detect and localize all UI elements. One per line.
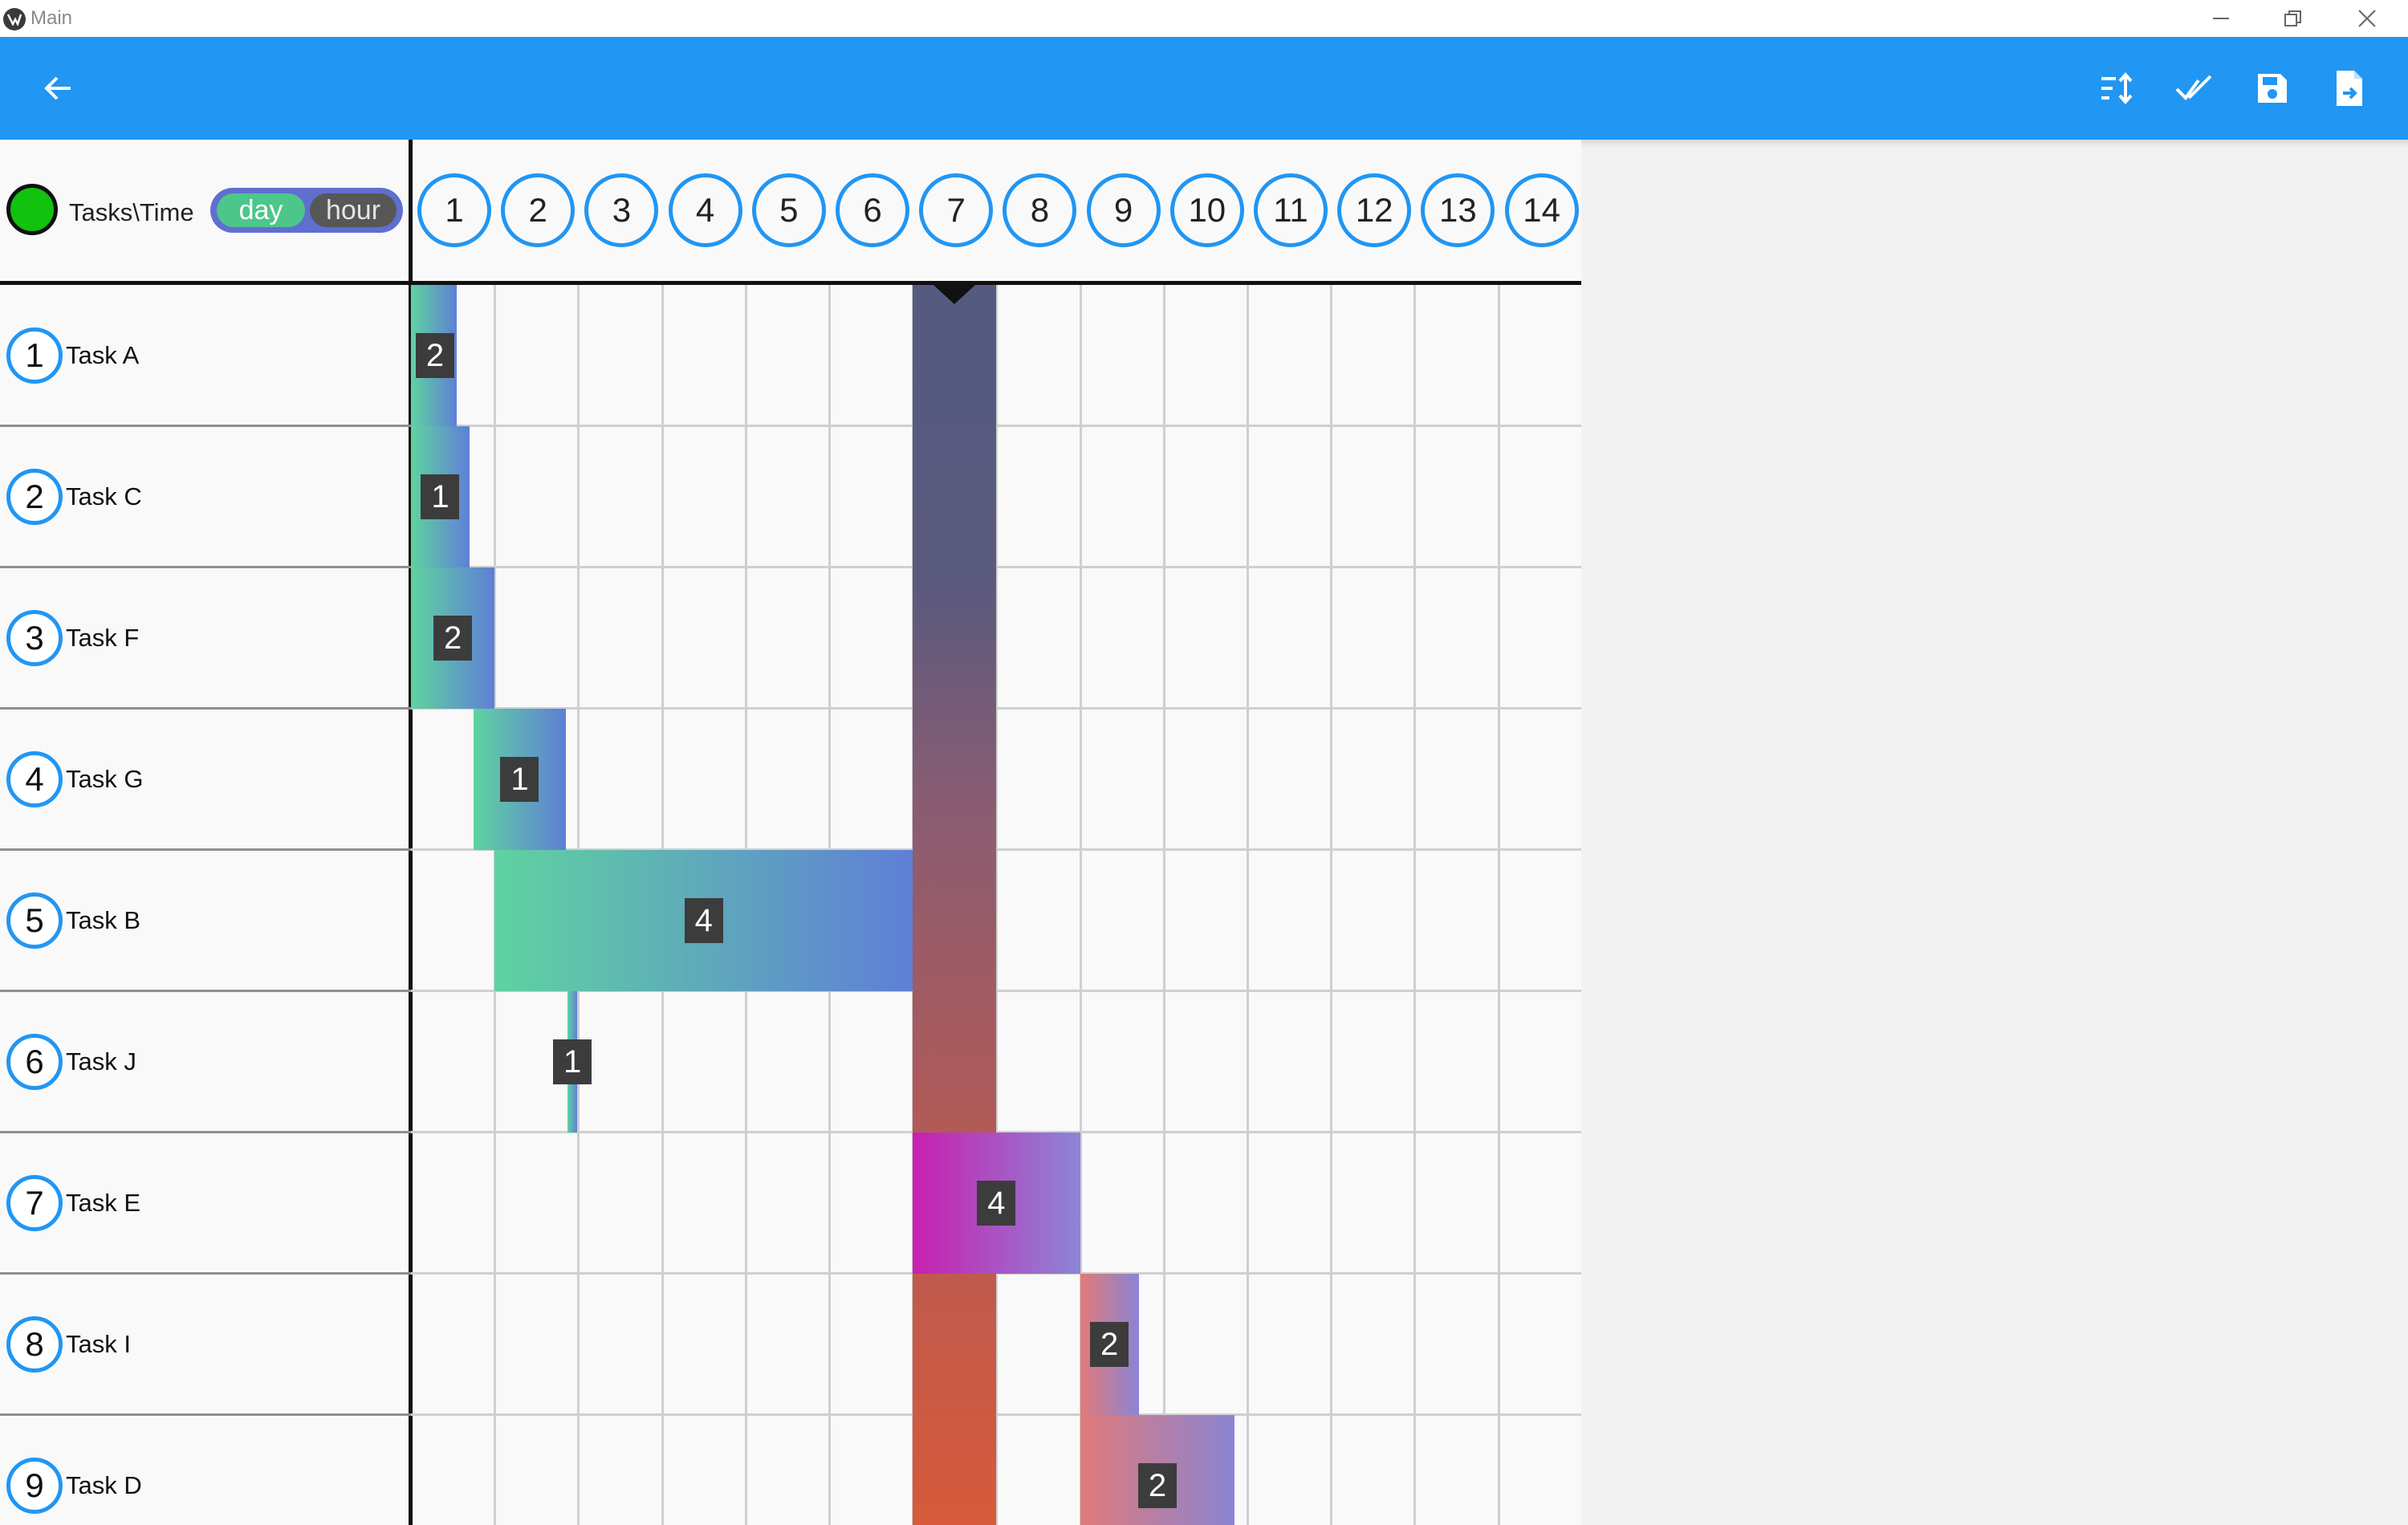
- status-indicator: [6, 184, 58, 235]
- grid-column-line: [1498, 285, 1500, 1525]
- task-name[interactable]: Task C: [66, 482, 142, 510]
- day-header-2[interactable]: 2: [501, 173, 575, 247]
- day-header-12[interactable]: 12: [1337, 173, 1411, 247]
- arrow-left-icon: [40, 71, 75, 106]
- task-name[interactable]: Task A: [66, 341, 140, 369]
- day-header-5[interactable]: 5: [752, 173, 826, 247]
- save-button[interactable]: [2245, 61, 2300, 116]
- task-number-badge[interactable]: 2: [6, 469, 63, 525]
- gantt-chart: [0, 140, 1581, 1525]
- task-number-badge[interactable]: 7: [6, 1175, 63, 1231]
- task-row-divider: [0, 707, 411, 710]
- window-title: Main: [31, 7, 73, 29]
- day-header-1[interactable]: 1: [417, 173, 491, 247]
- side-panel: [1581, 140, 2408, 1525]
- task-name[interactable]: Task J: [66, 1047, 136, 1076]
- day-header-4[interactable]: 4: [669, 173, 742, 247]
- today-marker-icon: [934, 285, 975, 304]
- task-number-badge[interactable]: 9: [6, 1458, 63, 1514]
- task-bar-label: 2: [433, 616, 472, 661]
- close-icon[interactable]: [2339, 0, 2395, 37]
- task-row-divider: [0, 1272, 411, 1275]
- grid-column-line: [1330, 285, 1332, 1525]
- task-number-badge[interactable]: 6: [6, 1034, 63, 1090]
- task-row-divider: [0, 848, 411, 851]
- grid-column-line: [1413, 285, 1416, 1525]
- sort-button[interactable]: [2090, 61, 2145, 116]
- task-row-divider: [0, 425, 411, 427]
- day-header-3[interactable]: 3: [584, 173, 658, 247]
- task-number-badge[interactable]: 4: [6, 751, 63, 807]
- task-name[interactable]: Task D: [66, 1471, 142, 1499]
- task-name[interactable]: Task G: [66, 765, 144, 793]
- app-bar: [0, 37, 2408, 140]
- task-bar-label: 1: [500, 757, 539, 802]
- window-titlebar: [0, 0, 2408, 37]
- time-unit-toggle[interactable]: [210, 188, 403, 233]
- task-number-badge[interactable]: 8: [6, 1316, 63, 1372]
- task-number-badge[interactable]: 5: [6, 893, 63, 949]
- side-panel-shadow: [1580, 140, 2408, 148]
- task-number-badge[interactable]: 3: [6, 610, 63, 666]
- sort-icon: [2098, 69, 2137, 108]
- task-bar-label: 4: [977, 1181, 1015, 1226]
- tasks-time-label: Tasks\Time: [69, 198, 194, 226]
- minimize-icon[interactable]: [2193, 0, 2249, 37]
- task-bar-label: 2: [1138, 1463, 1177, 1508]
- task-row-divider: [0, 990, 411, 992]
- day-header-8[interactable]: 8: [1003, 173, 1076, 247]
- day-header-14[interactable]: 14: [1505, 173, 1579, 247]
- task-bar-label: 1: [553, 1039, 592, 1084]
- day-header-11[interactable]: 11: [1254, 173, 1328, 247]
- task-row-divider: [0, 1413, 411, 1416]
- day-header-10[interactable]: 10: [1170, 173, 1244, 247]
- task-bar-label: 4: [685, 898, 723, 943]
- day-header-13[interactable]: 13: [1421, 173, 1495, 247]
- task-name[interactable]: Task F: [66, 624, 140, 652]
- app-logo-icon: [3, 8, 26, 31]
- check-icon: [2174, 69, 2216, 108]
- task-number-badge[interactable]: 1: [6, 327, 63, 384]
- task-bar-label: 2: [1090, 1322, 1129, 1367]
- task-row-divider: [0, 566, 411, 568]
- today-column: [913, 285, 996, 1525]
- save-icon: [2255, 71, 2290, 106]
- restore-icon[interactable]: [2265, 0, 2321, 37]
- back-button[interactable]: [31, 61, 85, 116]
- file-export-icon: [2333, 69, 2365, 108]
- day-header-6[interactable]: 6: [836, 173, 909, 247]
- day-header-7[interactable]: 7: [919, 173, 993, 247]
- grid-column-line: [1247, 285, 1249, 1525]
- task-name[interactable]: Task I: [66, 1330, 131, 1358]
- timeline-grid: [411, 285, 1581, 1525]
- confirm-button[interactable]: [2168, 61, 2223, 116]
- gantt-header: [0, 140, 1581, 284]
- unit-day-option[interactable]: day: [217, 193, 305, 227]
- day-header-9[interactable]: 9: [1087, 173, 1161, 247]
- unit-hour-option[interactable]: hour: [310, 193, 397, 227]
- export-button[interactable]: [2322, 61, 2377, 116]
- task-bar-label: 2: [416, 333, 454, 378]
- grid-column-line: [1163, 285, 1165, 1525]
- task-name[interactable]: Task B: [66, 906, 141, 934]
- task-bar-label: 1: [421, 474, 459, 519]
- task-row-divider: [0, 1131, 411, 1133]
- task-name[interactable]: Task E: [66, 1189, 141, 1217]
